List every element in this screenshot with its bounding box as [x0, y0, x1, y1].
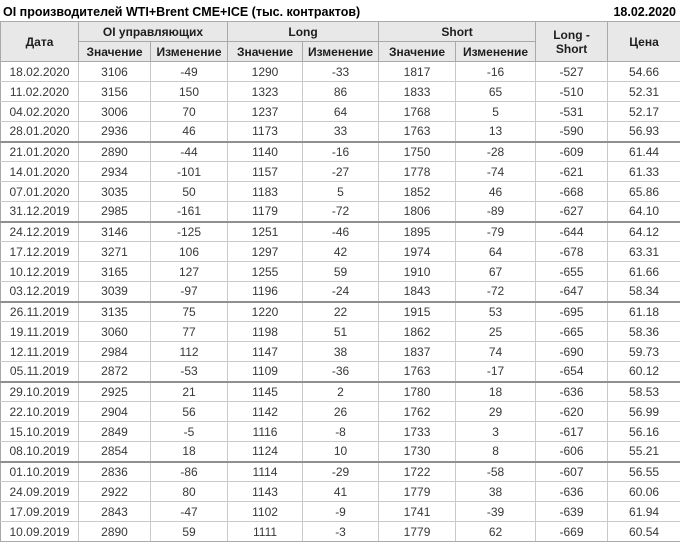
long-value-cell: 1237	[228, 102, 303, 122]
price-cell: 60.54	[608, 522, 680, 542]
oi-change-cell: -44	[151, 142, 228, 162]
long-value-cell: 1196	[228, 282, 303, 302]
oi-value-cell: 2984	[79, 342, 151, 362]
date-cell: 01.10.2019	[1, 462, 79, 482]
oi-value-cell: 2922	[79, 482, 151, 502]
short-change-cell: 13	[456, 122, 536, 142]
long-value-cell: 1290	[228, 62, 303, 82]
long-change-cell: -24	[303, 282, 379, 302]
oi-change-cell: -125	[151, 222, 228, 242]
long-value-cell: 1111	[228, 522, 303, 542]
oi-change-cell: 59	[151, 522, 228, 542]
oi-value-cell: 2872	[79, 362, 151, 382]
oi-value-cell: 3106	[79, 62, 151, 82]
date-cell: 31.12.2019	[1, 202, 79, 222]
oi-change-cell: -97	[151, 282, 228, 302]
col-group-short: Short	[379, 22, 536, 42]
long-short-cell: -636	[536, 382, 608, 402]
col-header-long-short: Long - Short	[536, 22, 608, 62]
long-change-cell: 51	[303, 322, 379, 342]
price-cell: 61.94	[608, 502, 680, 522]
price-cell: 56.99	[608, 402, 680, 422]
oi-change-cell: 70	[151, 102, 228, 122]
short-value-cell: 1763	[379, 362, 456, 382]
date-cell: 17.12.2019	[1, 242, 79, 262]
short-value-cell: 1778	[379, 162, 456, 182]
date-cell: 18.02.2020	[1, 62, 79, 82]
short-value-cell: 1833	[379, 82, 456, 102]
oi-change-cell: 21	[151, 382, 228, 402]
date-cell: 19.11.2019	[1, 322, 79, 342]
long-change-cell: -16	[303, 142, 379, 162]
price-cell: 52.17	[608, 102, 680, 122]
price-cell: 65.86	[608, 182, 680, 202]
oi-change-cell: -49	[151, 62, 228, 82]
long-value-cell: 1109	[228, 362, 303, 382]
oi-value-cell: 3060	[79, 322, 151, 342]
oi-value-cell: 3035	[79, 182, 151, 202]
price-cell: 56.16	[608, 422, 680, 442]
table-row	[1, 102, 680, 122]
short-change-cell: 8	[456, 442, 536, 462]
long-value-cell: 1198	[228, 322, 303, 342]
long-short-cell: -669	[536, 522, 608, 542]
long-short-cell: -627	[536, 202, 608, 222]
long-short-cell: -607	[536, 462, 608, 482]
oi-change-cell: 50	[151, 182, 228, 202]
long-value-cell: 1114	[228, 462, 303, 482]
short-value-cell: 1730	[379, 442, 456, 462]
price-cell: 64.12	[608, 222, 680, 242]
long-value-cell: 1251	[228, 222, 303, 242]
table-header	[1, 22, 680, 62]
oi-change-cell: -53	[151, 362, 228, 382]
long-change-cell: -29	[303, 462, 379, 482]
short-change-cell: -72	[456, 282, 536, 302]
long-short-cell: -665	[536, 322, 608, 342]
long-short-cell: -639	[536, 502, 608, 522]
short-value-cell: 1762	[379, 402, 456, 422]
short-change-cell: 64	[456, 242, 536, 262]
short-value-cell: 1895	[379, 222, 456, 242]
long-change-cell: -8	[303, 422, 379, 442]
short-value-cell: 1806	[379, 202, 456, 222]
table-row	[1, 282, 680, 302]
table-row	[1, 342, 680, 362]
price-cell: 58.36	[608, 322, 680, 342]
short-change-cell: -28	[456, 142, 536, 162]
long-short-cell: -654	[536, 362, 608, 382]
table-row	[1, 462, 680, 482]
price-cell: 61.33	[608, 162, 680, 182]
short-value-cell: 1843	[379, 282, 456, 302]
long-short-cell: -527	[536, 62, 608, 82]
long-change-cell: 5	[303, 182, 379, 202]
date-cell: 10.09.2019	[1, 522, 79, 542]
short-value-cell: 1779	[379, 482, 456, 502]
table-row	[1, 422, 680, 442]
short-value-cell: 1763	[379, 122, 456, 142]
oi-value-cell: 3006	[79, 102, 151, 122]
table-row	[1, 382, 680, 402]
long-value-cell: 1142	[228, 402, 303, 422]
short-value-cell: 1915	[379, 302, 456, 322]
date-cell: 03.12.2019	[1, 282, 79, 302]
oi-change-cell: -5	[151, 422, 228, 442]
oi-change-cell: 75	[151, 302, 228, 322]
oi-value-cell: 3039	[79, 282, 151, 302]
date-cell: 07.01.2020	[1, 182, 79, 202]
oi-change-cell: 56	[151, 402, 228, 422]
short-value-cell: 1779	[379, 522, 456, 542]
table-row	[1, 522, 680, 542]
short-value-cell: 1817	[379, 62, 456, 82]
oi-value-cell: 3146	[79, 222, 151, 242]
price-cell: 58.34	[608, 282, 680, 302]
table-row	[1, 322, 680, 342]
date-cell: 24.09.2019	[1, 482, 79, 502]
long-change-cell: 26	[303, 402, 379, 422]
oi-value-cell: 3156	[79, 82, 151, 102]
short-change-cell: 38	[456, 482, 536, 502]
oi-table	[0, 21, 680, 542]
long-change-cell: 2	[303, 382, 379, 402]
oi-value-cell: 2936	[79, 122, 151, 142]
long-change-cell: -46	[303, 222, 379, 242]
table-row	[1, 302, 680, 322]
price-cell: 56.93	[608, 122, 680, 142]
price-cell: 59.73	[608, 342, 680, 362]
date-cell: 22.10.2019	[1, 402, 79, 422]
titlebar	[0, 0, 680, 21]
long-short-cell: -655	[536, 262, 608, 282]
short-value-cell: 1741	[379, 502, 456, 522]
table-row	[1, 62, 680, 82]
table-row	[1, 82, 680, 102]
long-change-cell: 59	[303, 262, 379, 282]
col-header-date: Дата	[1, 22, 79, 62]
long-short-cell: -621	[536, 162, 608, 182]
long-change-cell: 33	[303, 122, 379, 142]
long-value-cell: 1143	[228, 482, 303, 502]
long-short-cell: -647	[536, 282, 608, 302]
oi-value-cell: 2925	[79, 382, 151, 402]
date-cell: 29.10.2019	[1, 382, 79, 402]
short-change-cell: -79	[456, 222, 536, 242]
long-value-cell: 1255	[228, 262, 303, 282]
long-value-cell: 1102	[228, 502, 303, 522]
date-cell: 10.12.2019	[1, 262, 79, 282]
table-row	[1, 362, 680, 382]
price-cell: 64.10	[608, 202, 680, 222]
short-change-cell: 46	[456, 182, 536, 202]
price-cell: 61.44	[608, 142, 680, 162]
long-short-cell: -510	[536, 82, 608, 102]
date-cell: 28.01.2020	[1, 122, 79, 142]
price-cell: 56.55	[608, 462, 680, 482]
long-change-cell: 64	[303, 102, 379, 122]
long-value-cell: 1157	[228, 162, 303, 182]
long-short-cell: -636	[536, 482, 608, 502]
short-value-cell: 1910	[379, 262, 456, 282]
oi-change-cell: 112	[151, 342, 228, 362]
long-change-cell: -3	[303, 522, 379, 542]
table-row	[1, 222, 680, 242]
date-cell: 26.11.2019	[1, 302, 79, 322]
price-cell: 60.12	[608, 362, 680, 382]
short-change-cell: 29	[456, 402, 536, 422]
long-short-cell: -606	[536, 442, 608, 462]
short-change-cell: -17	[456, 362, 536, 382]
table-body	[1, 62, 680, 542]
long-value-cell: 1183	[228, 182, 303, 202]
col-header-oi-value: Значение	[79, 42, 151, 62]
oi-value-cell: 2843	[79, 502, 151, 522]
table-row	[1, 442, 680, 462]
long-change-cell: 86	[303, 82, 379, 102]
price-cell: 58.53	[608, 382, 680, 402]
price-cell: 61.18	[608, 302, 680, 322]
table-row	[1, 262, 680, 282]
long-value-cell: 1116	[228, 422, 303, 442]
short-value-cell: 1722	[379, 462, 456, 482]
table-row	[1, 502, 680, 522]
long-short-cell: -590	[536, 122, 608, 142]
date-cell: 21.01.2020	[1, 142, 79, 162]
short-change-cell: 5	[456, 102, 536, 122]
long-value-cell: 1147	[228, 342, 303, 362]
short-change-cell: 18	[456, 382, 536, 402]
oi-change-cell: 127	[151, 262, 228, 282]
table-row	[1, 122, 680, 142]
oi-change-cell: 150	[151, 82, 228, 102]
short-change-cell: 3	[456, 422, 536, 442]
date-cell: 17.09.2019	[1, 502, 79, 522]
price-cell: 61.66	[608, 262, 680, 282]
col-header-long-change: Изменение	[303, 42, 379, 62]
long-short-cell: -531	[536, 102, 608, 122]
short-change-cell: -16	[456, 62, 536, 82]
long-value-cell: 1124	[228, 442, 303, 462]
table-row	[1, 242, 680, 262]
oi-value-cell: 2904	[79, 402, 151, 422]
date-cell: 05.11.2019	[1, 362, 79, 382]
long-change-cell: -27	[303, 162, 379, 182]
table-row	[1, 162, 680, 182]
oi-change-cell: 77	[151, 322, 228, 342]
oi-change-cell: -47	[151, 502, 228, 522]
long-short-cell: -620	[536, 402, 608, 422]
long-change-cell: 10	[303, 442, 379, 462]
date-cell: 11.02.2020	[1, 82, 79, 102]
table-row	[1, 202, 680, 222]
long-value-cell: 1220	[228, 302, 303, 322]
short-change-cell: 74	[456, 342, 536, 362]
long-change-cell: 42	[303, 242, 379, 262]
table-row	[1, 142, 680, 162]
long-change-cell: 22	[303, 302, 379, 322]
short-value-cell: 1852	[379, 182, 456, 202]
oi-change-cell: 46	[151, 122, 228, 142]
short-change-cell: 53	[456, 302, 536, 322]
price-cell: 60.06	[608, 482, 680, 502]
long-short-cell: -678	[536, 242, 608, 262]
date-cell: 14.01.2020	[1, 162, 79, 182]
price-cell: 54.66	[608, 62, 680, 82]
short-change-cell: 67	[456, 262, 536, 282]
long-short-cell: -617	[536, 422, 608, 442]
price-cell: 63.31	[608, 242, 680, 262]
oi-change-cell: 80	[151, 482, 228, 502]
col-group-long: Long	[228, 22, 379, 42]
date-cell: 12.11.2019	[1, 342, 79, 362]
long-short-cell: -668	[536, 182, 608, 202]
table-row	[1, 402, 680, 422]
oi-value-cell: 2890	[79, 142, 151, 162]
date-cell: 15.10.2019	[1, 422, 79, 442]
price-cell: 55.21	[608, 442, 680, 462]
report-date: 18.02.2020	[613, 4, 676, 19]
long-change-cell: -72	[303, 202, 379, 222]
table-row	[1, 482, 680, 502]
long-change-cell: -9	[303, 502, 379, 522]
oi-value-cell: 3165	[79, 262, 151, 282]
short-change-cell: -74	[456, 162, 536, 182]
page-title: OI производителей WTI+Brent CME+ICE (тыс. контрактов)	[3, 4, 361, 19]
long-value-cell: 1323	[228, 82, 303, 102]
long-value-cell: 1297	[228, 242, 303, 262]
table-row	[1, 182, 680, 202]
oi-change-cell: -101	[151, 162, 228, 182]
short-value-cell: 1974	[379, 242, 456, 262]
short-change-cell: -58	[456, 462, 536, 482]
short-change-cell: -89	[456, 202, 536, 222]
col-group-oi: OI управляющих	[79, 22, 228, 42]
col-header-short-value: Значение	[379, 42, 456, 62]
short-change-cell: 65	[456, 82, 536, 102]
col-header-oi-change: Изменение	[151, 42, 228, 62]
date-cell: 24.12.2019	[1, 222, 79, 242]
oi-change-cell: -86	[151, 462, 228, 482]
short-value-cell: 1768	[379, 102, 456, 122]
col-header-price: Цена	[608, 22, 680, 62]
long-short-cell: -690	[536, 342, 608, 362]
long-change-cell: -33	[303, 62, 379, 82]
oi-value-cell: 3271	[79, 242, 151, 262]
col-header-short-change: Изменение	[456, 42, 536, 62]
oi-change-cell: 18	[151, 442, 228, 462]
long-value-cell: 1173	[228, 122, 303, 142]
oi-value-cell: 3135	[79, 302, 151, 322]
col-header-long-value: Значение	[228, 42, 303, 62]
oi-value-cell: 2849	[79, 422, 151, 442]
short-value-cell: 1862	[379, 322, 456, 342]
long-short-cell: -609	[536, 142, 608, 162]
short-change-cell: 62	[456, 522, 536, 542]
oi-change-cell: 106	[151, 242, 228, 262]
price-cell: 52.31	[608, 82, 680, 102]
long-change-cell: -36	[303, 362, 379, 382]
oi-value-cell: 2854	[79, 442, 151, 462]
oi-value-cell: 2985	[79, 202, 151, 222]
short-value-cell: 1733	[379, 422, 456, 442]
long-change-cell: 41	[303, 482, 379, 502]
date-cell: 08.10.2019	[1, 442, 79, 462]
short-value-cell: 1780	[379, 382, 456, 402]
oi-value-cell: 2934	[79, 162, 151, 182]
short-change-cell: -39	[456, 502, 536, 522]
short-value-cell: 1837	[379, 342, 456, 362]
oi-value-cell: 2836	[79, 462, 151, 482]
long-value-cell: 1179	[228, 202, 303, 222]
long-value-cell: 1140	[228, 142, 303, 162]
long-value-cell: 1145	[228, 382, 303, 402]
long-short-cell: -695	[536, 302, 608, 322]
oi-value-cell: 2890	[79, 522, 151, 542]
long-change-cell: 38	[303, 342, 379, 362]
short-change-cell: 25	[456, 322, 536, 342]
long-short-cell: -644	[536, 222, 608, 242]
short-value-cell: 1750	[379, 142, 456, 162]
oi-change-cell: -161	[151, 202, 228, 222]
date-cell: 04.02.2020	[1, 102, 79, 122]
